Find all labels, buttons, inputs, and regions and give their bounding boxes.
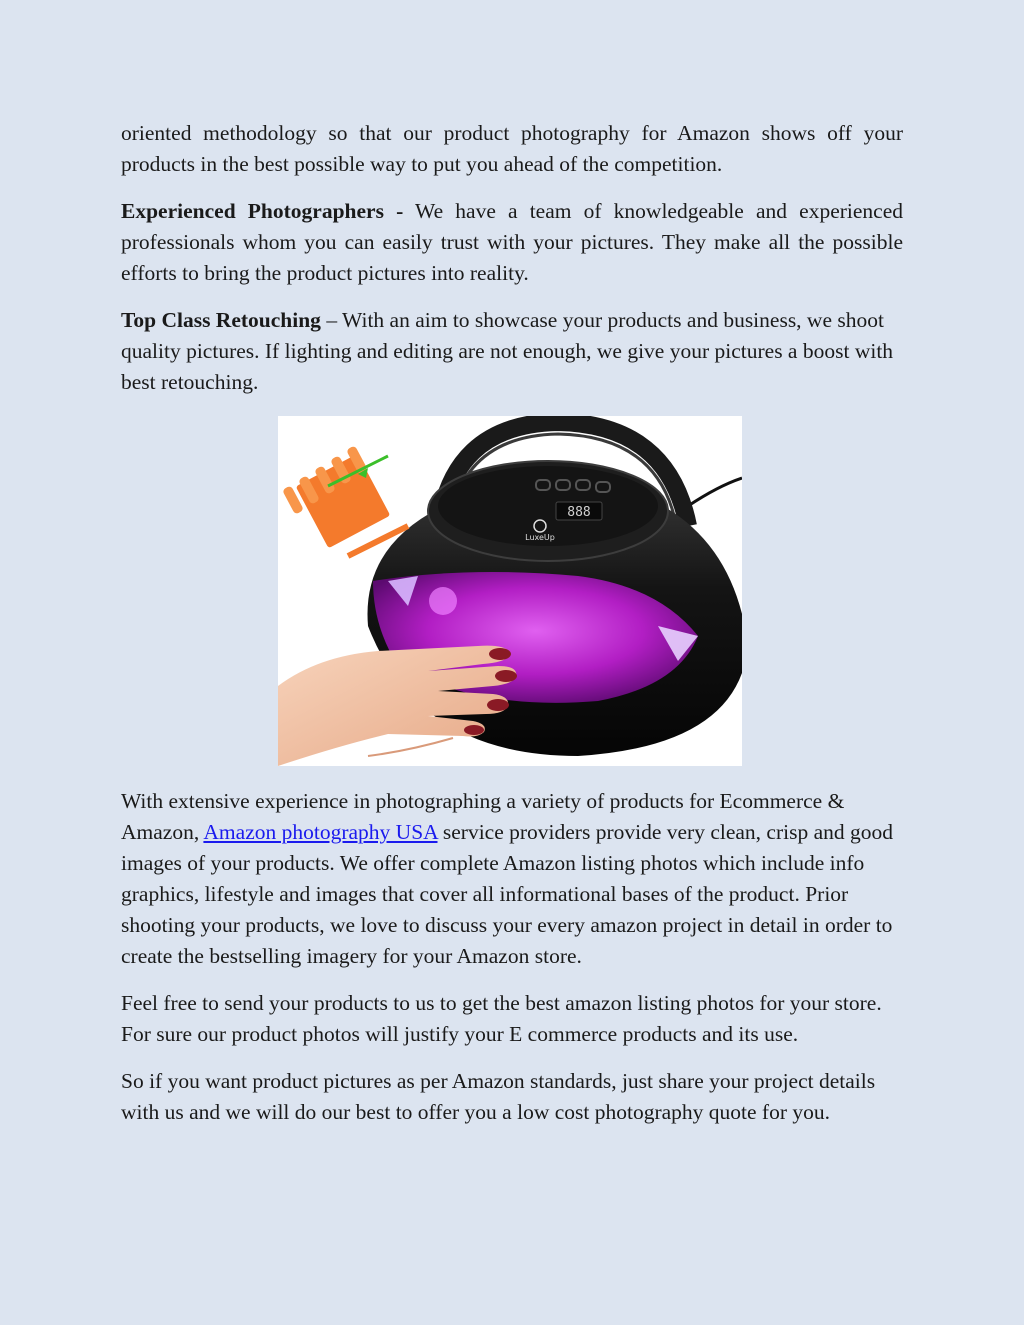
nail-tips-accessory-icon — [282, 445, 408, 556]
product-photo-nail-lamp — [278, 416, 742, 766]
paragraph-methodology — [121, 118, 903, 180]
paragraph-amazon-standards — [121, 1066, 903, 1128]
document-page — [121, 118, 903, 1144]
paragraph-top-class-retouching — [121, 305, 903, 398]
hand-with-manicure-icon — [278, 646, 517, 766]
heading-top-class-retouching: Top Class Retouching — [121, 308, 321, 332]
brand-logo-label: LuxeUp — [525, 533, 555, 542]
lamp-display-digits: 888 — [567, 505, 591, 520]
power-cable-icon — [688, 478, 742, 506]
paragraph-methodology-text: oriented methodology so that our product photography for Amazon shows off your products in the best possible way to put you ahead of the competition. — [121, 121, 903, 176]
paragraph-extensive-experience — [121, 786, 903, 972]
amazon-standards-text: So if you want product pictures as per Amazon standards, just share your project details with us and we will do our best to offer you a low cost photography quote for you. — [121, 1069, 876, 1124]
nail-lamp-illustration — [278, 416, 742, 766]
amazon-photography-usa-link[interactable]: Amazon photography USA — [203, 820, 438, 844]
paragraph-feel-free — [121, 988, 903, 1050]
heading-experienced-photographers: Experienced Photographers - — [121, 199, 404, 223]
extensive-experience-text-before: With extensive experience in photographing a variety of products for Ecommerce & Amazon, — [121, 789, 845, 844]
feel-free-text: Feel free to send your products to us to get the best amazon listing photos for your store. For sure our product photos will justify your E commerce products and its use. — [121, 991, 882, 1046]
extensive-experience-text-after: service providers provide very clean, crisp and good images of your products. We offer complete Amazon listing photos which include info graphics, lifestyle and images that cover all informational bases of the product. Prior shooting your products, we love to discuss your every amazon project in detail in order to create the bestselling imagery for your Amazon store. — [121, 820, 894, 968]
experienced-photographers-text: We have a team of knowledgeable and experienced professionals whom you can easily trust with your pictures. They make all the possible efforts to bring the product pictures into reality. — [121, 199, 903, 285]
top-class-retouching-text: – With an aim to showcase your products and business, we shoot quality pictures. If lighting and editing are not enough, we give your pictures a boost with best retouching. — [121, 308, 894, 394]
paragraph-experienced-photographers — [121, 196, 903, 289]
